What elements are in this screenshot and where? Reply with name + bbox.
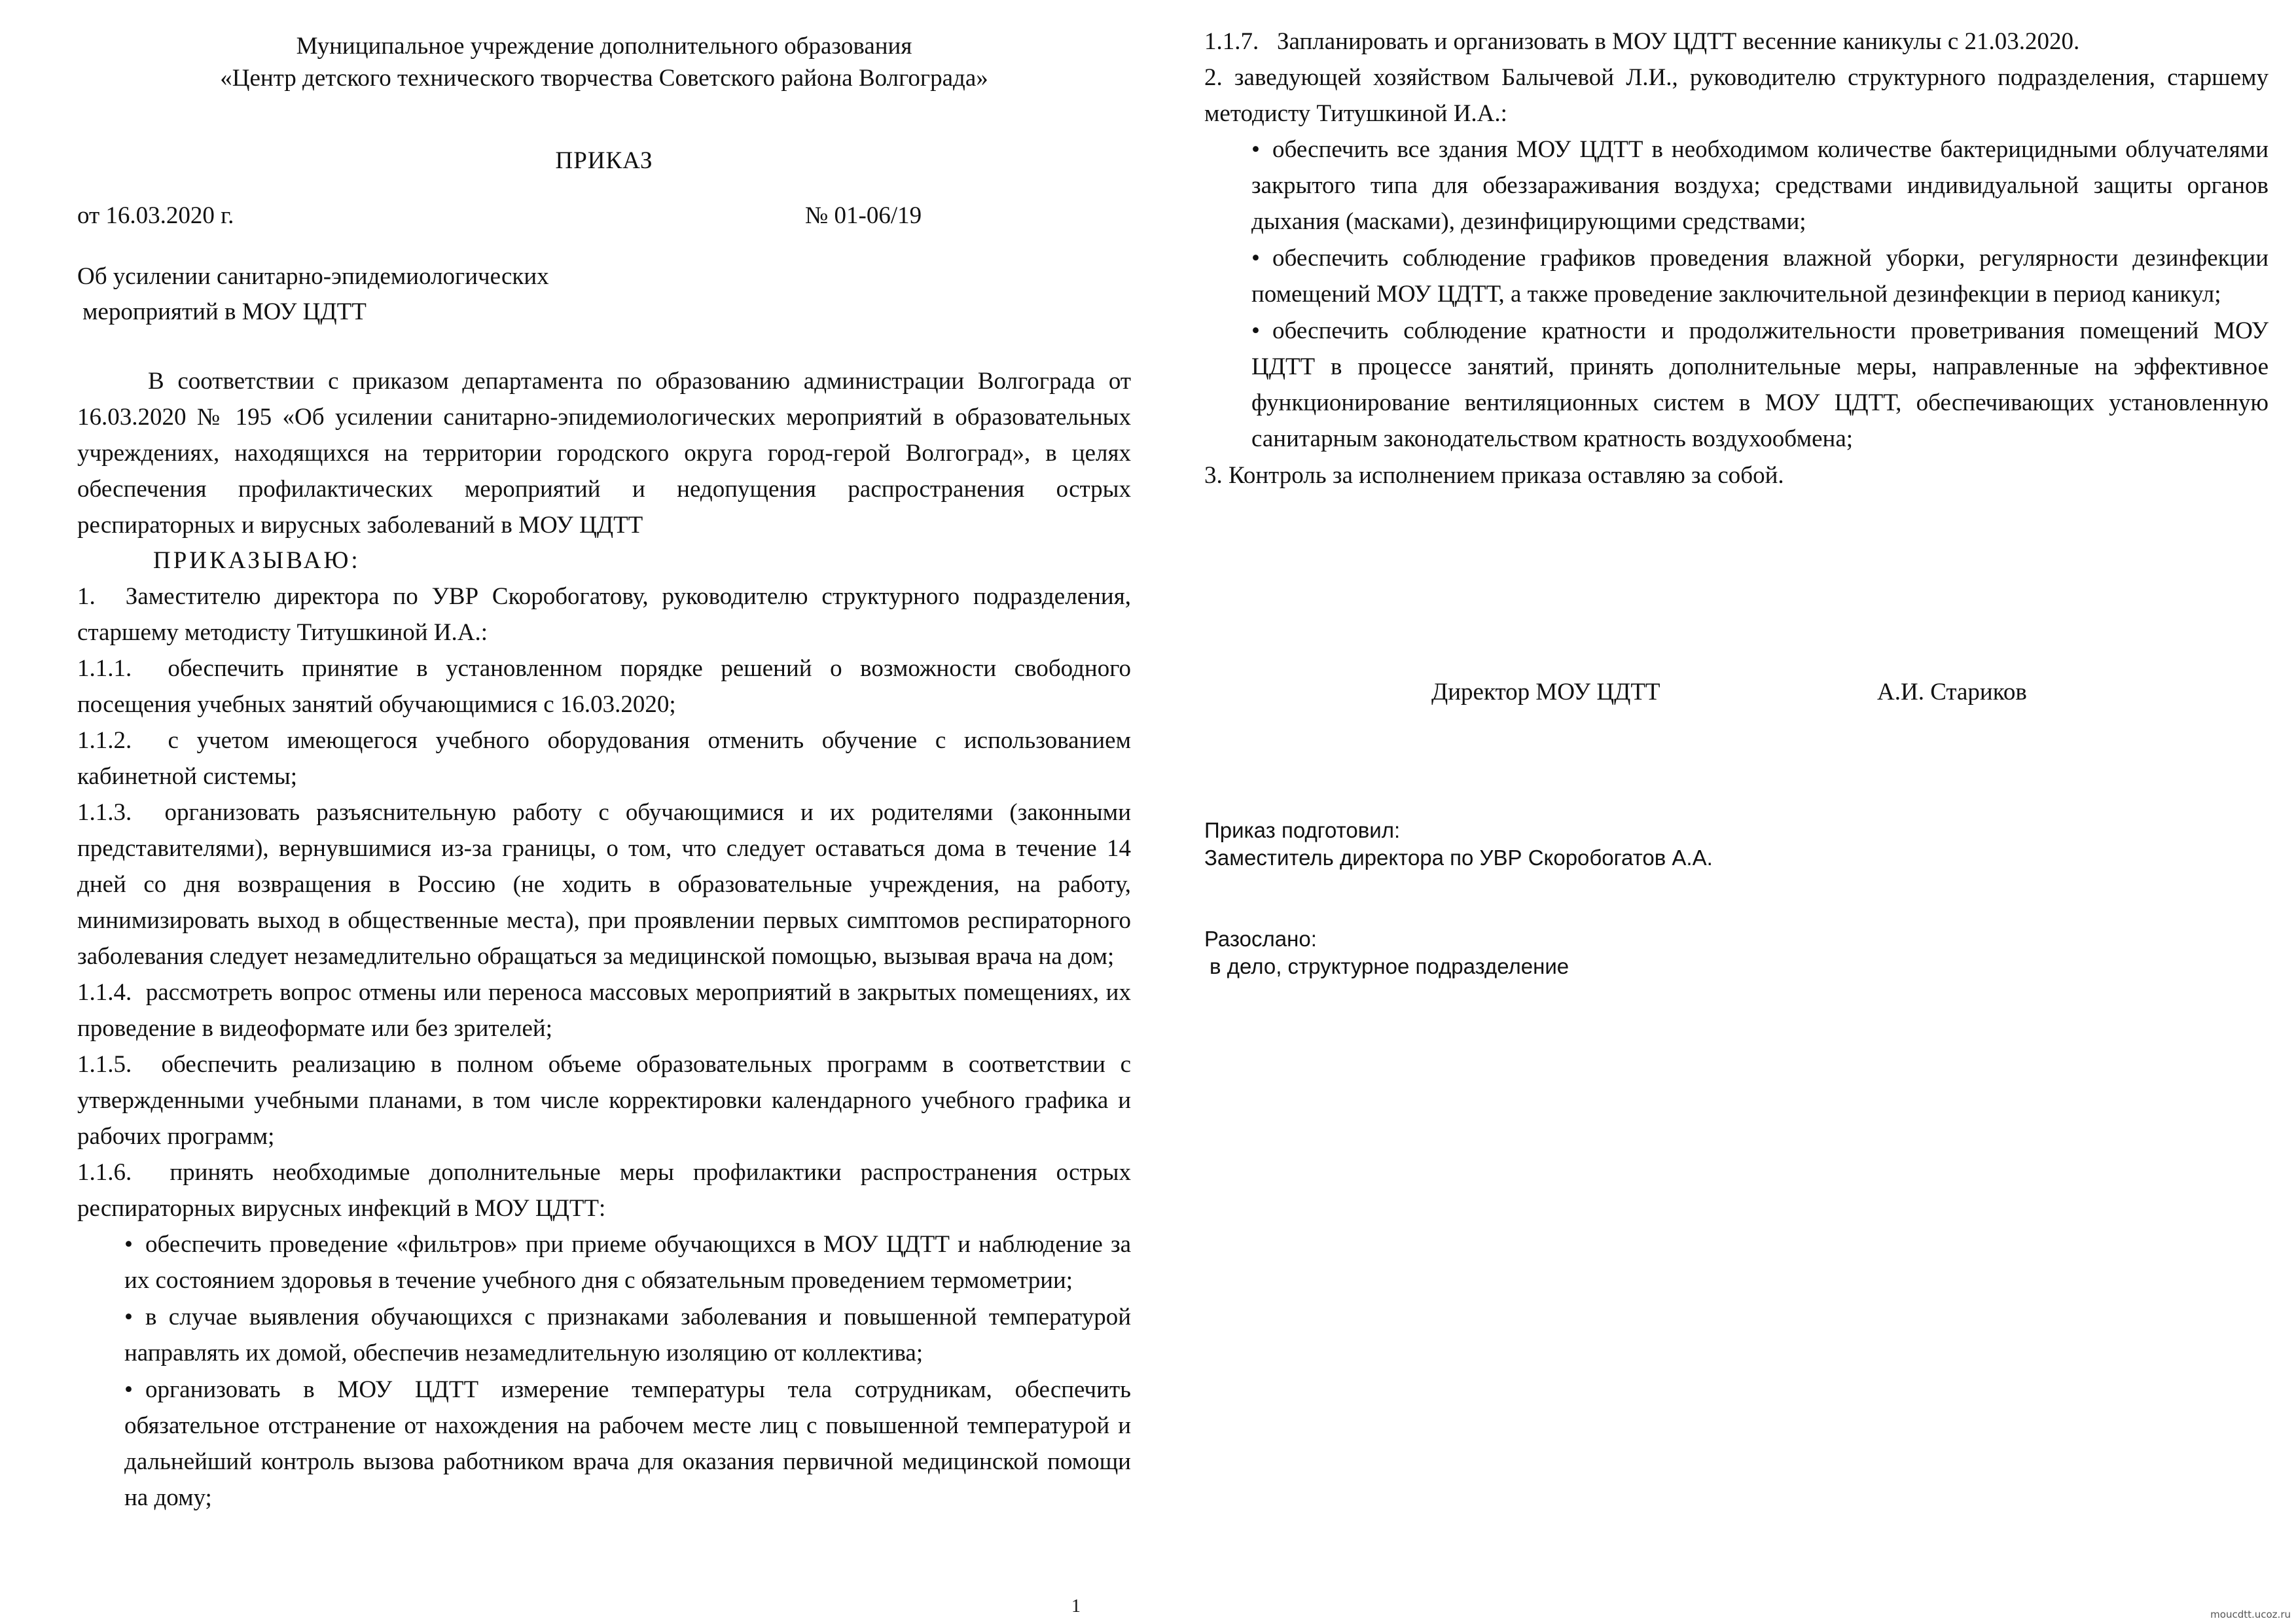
order-item-1-1-4 bbox=[77, 974, 1131, 1046]
item-text: организовать разъяснительную работу с обучающимися и их родителями (законными представителями), вернувшимися из-за границы, о том, что следует оставаться дома в течение 14 дней со дня возвращения в Россию (не ходить в образовательные учреждения, на работу, минимизировать выход в общественные места), при проявлении первых симптомов респираторного заболевания следует незамедлительно обращаться за медицинской помощью, вызывая врача на дом; bbox=[77, 799, 1131, 970]
item-number: 1.1.3. bbox=[77, 799, 132, 826]
item-number: 1.1.6. bbox=[77, 1159, 132, 1186]
signer-name: А.И. Стариков bbox=[1877, 679, 2027, 705]
prepared-by-block bbox=[1204, 817, 1713, 872]
order-item-3: 3. Контроль за исполнением приказа оставляю за собой. bbox=[1204, 462, 1784, 489]
bullet-icon: • bbox=[124, 1376, 133, 1403]
item-text: принять необходимые дополнительные меры профилактики распространения острых респираторных вирусных инфекций в МОУ ЦДТТ: bbox=[77, 1159, 1131, 1222]
order-number: № 01-06/19 bbox=[805, 202, 922, 229]
order-item-1-1-3 bbox=[77, 794, 1131, 974]
list-item: • в случае выявления обучающихся с признаками заболевания и повышенной температурой направлять их домой, обеспечив незамедлительную изоляцию от коллектива; bbox=[124, 1299, 1131, 1371]
list-item: • обеспечить проведение «фильтров» при приеме обучающихся в МОУ ЦДТТ и наблюдение за их состоянием здоровья в течение учебного дня с обязательным проведением термометрии; bbox=[124, 1226, 1131, 1298]
subject-line2: мероприятий в МОУ ЦДТТ bbox=[82, 298, 367, 325]
order-subject bbox=[77, 259, 549, 330]
item-text: обеспечить реализацию в полном объеме образовательных программ в соответствии с утвержденными учебными планами, в том числе корректировки календарного учебного графика и рабочих программ; bbox=[77, 1051, 1132, 1150]
bullet-icon: • bbox=[1251, 136, 1260, 163]
list-item: • обеспечить все здания МОУ ЦДТТ в необходимом количестве бактерицидными облучателями закрытого типа для обеззараживания воздуха; средствами индивидуальной защиты органов дыхания (масками), дезинфицирующими средствами; bbox=[1251, 132, 2269, 240]
item-text: обеспечить принятие в установленном порядке решений о возможности свободного посещения учебных занятий обучающимися с 16.03.2020; bbox=[77, 655, 1131, 718]
subject-line1: Об усилении санитарно-эпидемиологических bbox=[77, 263, 549, 290]
bullet-icon: • bbox=[1251, 245, 1260, 272]
item-text: с учетом имеющегося учебного оборудования отменить обучение с использованием кабинетной системы; bbox=[77, 727, 1132, 790]
item-text: Заместителю директора по УВР Скоробогатову, руководителю структурного подразделения, старшему методисту Титушкиной И.А.: bbox=[77, 583, 1131, 646]
prepared-label: Приказ подготовил: bbox=[1204, 818, 1401, 842]
order-body-continued bbox=[1204, 24, 2269, 493]
order-item-1-1-6 bbox=[77, 1154, 1131, 1226]
item-number: 1. bbox=[77, 583, 96, 610]
order-body bbox=[77, 363, 1131, 1516]
order-item-1-1-1 bbox=[77, 651, 1131, 722]
prepared-by: Заместитель директора по УВР Скоробогатов А.А. bbox=[1204, 846, 1713, 870]
item-number: 1.1.4. bbox=[77, 979, 132, 1006]
list-item: • обеспечить соблюдение графиков проведения влажной уборки, регулярности дезинфекции помещений МОУ ЦДТТ, а также проведение заключительной дезинфекции в период каникул; bbox=[1251, 240, 2269, 312]
signer-role: Директор МОУ ЦДТТ bbox=[1431, 679, 1660, 705]
list-item: • организовать в МОУ ЦДТТ измерение температуры тела сотрудникам, обеспечить обязательное отстранение от нахождения на рабочем месте лиц с повышенной температурой и дальнейший контроль вызова работником врача для оказания первичной медицинской помощи на дому; bbox=[124, 1372, 1131, 1516]
preamble-paragraph: В соответствии с приказом департамента по образованию администрации Волгограда от 16.03.2020 № 195 «Об усилении санитарно-эпидемиологических мероприятий в образовательных учреждениях, находящихся на территории городского округа город-герой Волгоград», в целях обеспечения профилактических мероприятий и недопущения распространения острых респираторных и вирусных заболеваний в МОУ ЦДТТ bbox=[77, 368, 1131, 539]
order-item-1 bbox=[77, 579, 1131, 651]
document-title: ПРИКАЗ bbox=[555, 147, 653, 174]
item-number: 1.1.2. bbox=[77, 727, 132, 754]
measures-bullet-list bbox=[77, 1226, 1131, 1516]
order-directive: ПРИКАЗЫВАЮ: bbox=[153, 547, 361, 574]
item-text: рассмотреть вопрос отмены или переноса массовых мероприятий в закрытых помещениях, их проведение в видеоформате или без зрителей; bbox=[77, 979, 1131, 1042]
distribution-list: в дело, структурное подразделение bbox=[1210, 954, 1570, 978]
distribution-label: Разослано: bbox=[1204, 927, 1317, 951]
page-number: 1 bbox=[1071, 1596, 1081, 1616]
site-watermark: moucdtt.ucoz.ru bbox=[2210, 1609, 2291, 1620]
org-name-line2: «Центр детского технического творчества Советского района Волгограда» bbox=[220, 65, 988, 92]
distribution-block bbox=[1204, 925, 1569, 980]
organization-header bbox=[77, 30, 1131, 94]
order-item-2: 2. заведующей хозяйством Балычевой Л.И., руководителю структурного подразделения, старшему методисту Титушкиной И.А.: bbox=[1204, 64, 2269, 127]
item-number: 1.1.7. bbox=[1204, 28, 1259, 55]
facility-bullet-list bbox=[1204, 132, 2269, 457]
bullet-icon: • bbox=[124, 1231, 133, 1258]
item-number: 1.1.1. bbox=[77, 655, 132, 682]
item-text: Запланировать и организовать в МОУ ЦДТТ весенние каникулы с 21.03.2020. bbox=[1277, 28, 2080, 55]
order-item-1-1-7 bbox=[1204, 24, 2269, 60]
order-item-1-1-5 bbox=[77, 1046, 1131, 1154]
item-number: 1.1.5. bbox=[77, 1051, 132, 1078]
bullet-icon: • bbox=[124, 1304, 133, 1330]
bullet-icon: • bbox=[1251, 317, 1260, 344]
list-item: • обеспечить соблюдение кратности и продолжительности проветривания помещений МОУ ЦДТТ в процессе занятий, принять дополнительные меры, направленные на эффективное функционирование вентиляционных систем в МОУ ЦДТТ, обеспечивающих установленную санитарным законодательством кратность воздухообмена; bbox=[1251, 313, 2269, 457]
order-item-1-1-2 bbox=[77, 722, 1131, 794]
org-name-line1: Муниципальное учреждение дополнительного образования bbox=[296, 33, 912, 60]
order-date: от 16.03.2020 г. bbox=[77, 202, 234, 229]
